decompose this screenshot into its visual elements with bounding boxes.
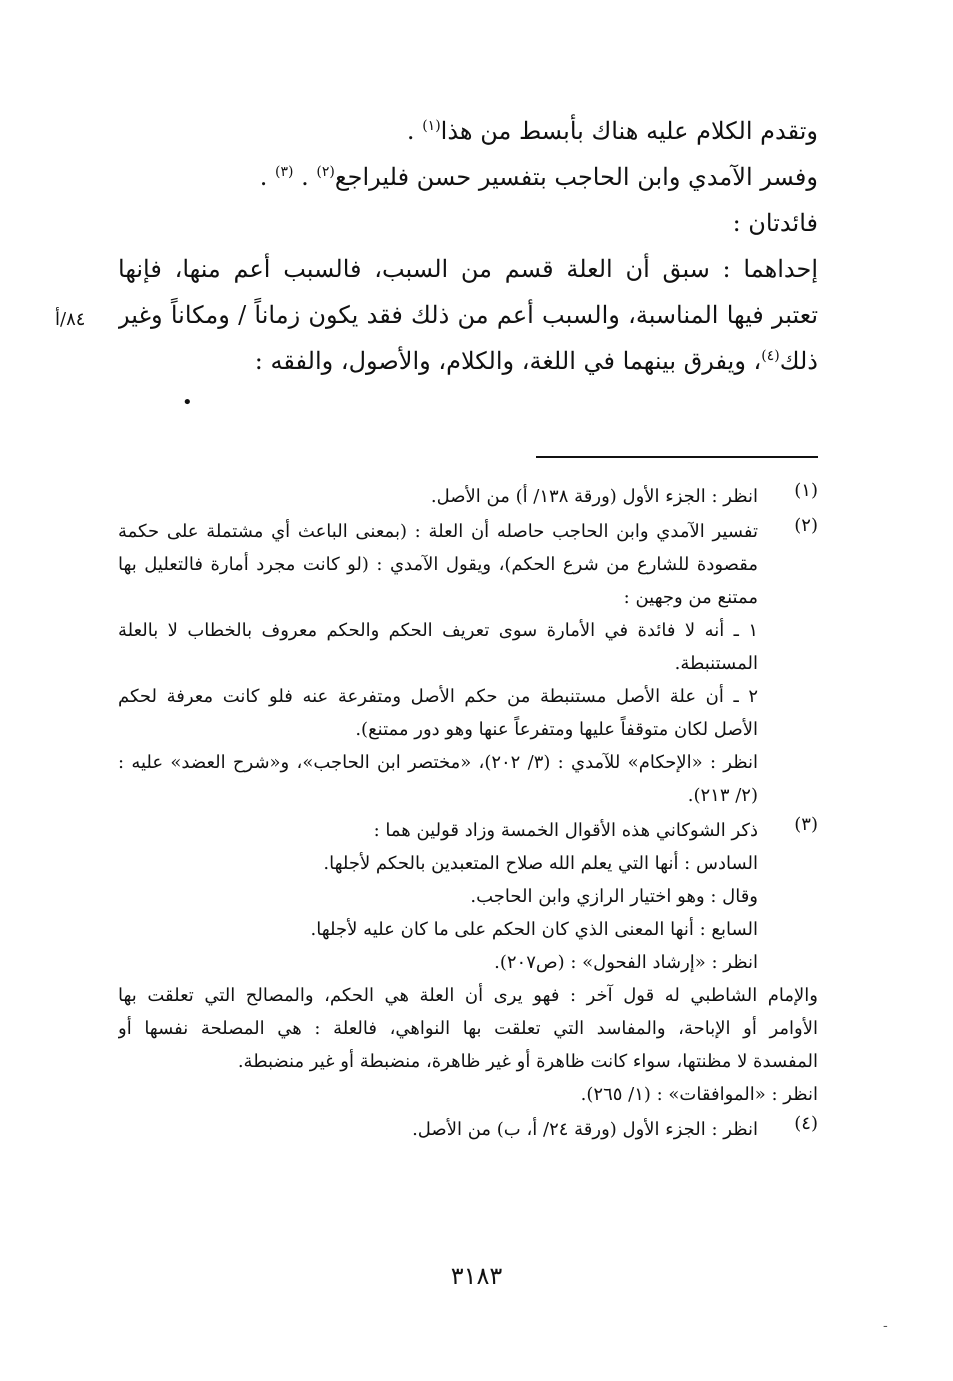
footnote-1 (118, 480, 818, 513)
main-line-1-text: وتقدم الكلام عليه هناك بأبسط من هذا (440, 117, 818, 145)
footnote-ref-4[interactable]: (٤) (761, 348, 780, 364)
main-text (118, 108, 818, 384)
footnote-number: (٣) (794, 814, 818, 835)
main-line-2 (118, 154, 818, 200)
footnote-line: انظر : «الإحكام» للآمدي : (٣/ ٢٠٢)، «مختصر ابن الحاجب»، و«شرح العضد» عليه : (118, 752, 758, 773)
section-heading: فائدتان : (732, 209, 818, 237)
main-line-6 (118, 338, 818, 384)
main-line-6-text: ، ويفرق بينهما في اللغة، والكلام، والأصول، والفقه : (254, 347, 762, 375)
footnotes (118, 480, 818, 1148)
footnote-line: الأوامر أو الإباحة، والمفاسد التي تعلقت بها النواهي، فالعلة : هي المصلحة نفسها أو (118, 1018, 818, 1039)
main-line-4: إحداهما : سبق أن العلة قسم من السبب، فالسبب أعم منها، فإنها (118, 255, 818, 283)
footnote-3 (118, 814, 818, 1111)
main-line-2-text: وفسر الآمدي وابن الحاجب بتفسير حسن فليراجع (334, 163, 818, 191)
footnote-line: مقصودة للشارع من شرع الحكم)، ويقول الآمدي : (لو كانت مجرد أمارة فالتعليل بها (118, 554, 758, 575)
footnote-line: السادس : أنها التي يعلم الله صلاح المتعبدين بالحكم لأجلها. (323, 853, 758, 874)
footnote-number: (٤) (794, 1113, 818, 1134)
footnote-line: انظر : الجزء الأول (ورقة ٢٤/ أ، ب) من الأصل. (412, 1119, 758, 1140)
footnote-line: ١ ـ أنه لا فائدة في الأمارة سوى تعريف الحكم والحكم معروف بالخطاب لا بالعلة (118, 620, 758, 641)
footnote-line: الأصل لكان متوقفاً عليها ومتفرعاً عنها وهو دور ممتنع). (355, 719, 758, 740)
main-line-6-start: ذلك (779, 347, 818, 375)
footnote-line: المفسدة لا مظنتها، سواء كانت ظاهرة أو غير ظاهرة، منضبطة أو غير منضبطة. (237, 1051, 818, 1072)
footnote-line: تفسير الآمدي وابن الحاجب حاصله أن العلة : (بمعنى الباعث أي مشتملة على حكمة (118, 521, 758, 542)
main-line-5: تعتبر فيها المناسبة، والسبب أعم من ذلك فقد يكون زماناً / ومكاناً وغير (118, 301, 818, 329)
main-line-2-dot: . (293, 163, 317, 191)
footnote-2 (118, 515, 818, 812)
footnote-ref-2[interactable]: (٢) (316, 164, 335, 180)
page-number: ٣١٨٣ (450, 1262, 503, 1290)
footnote-ref-1[interactable]: (١) (422, 118, 441, 134)
main-line-2-dot-end: . (259, 163, 276, 191)
footnote-number: (٢) (794, 515, 818, 536)
footnote-line: ٢ ـ أن علة الأصل مستنبطة من حكم الأصل ومتفرعة عنه فلو كانت معرفة لحكم (118, 686, 758, 707)
footnote-line: والإمام الشاطبي له قول آخر : فهو يرى أن العلة هي الحكم، والمصالح التي تعلقت بها (118, 985, 818, 1006)
main-line-1-dot: . (406, 117, 423, 145)
footnote-separator (536, 456, 818, 458)
footnote-ref-3[interactable]: (٣) (275, 164, 294, 180)
footnote-line: انظر : الجزء الأول (ورقة ١٣٨/ أ) من الأصل. (430, 486, 758, 507)
footnote-4 (118, 1113, 818, 1146)
footnote-number: (١) (794, 480, 818, 501)
footnote-line: (٢/ ٢١٣). (687, 785, 758, 806)
main-line-1 (118, 108, 818, 154)
footnote-line: المستنبطة. (674, 653, 758, 674)
footnote-line: انظر : «إرشاد الفحول» : (ص٢٠٧). (494, 952, 758, 973)
footnote-line: ممتنع من وجهين : (623, 587, 758, 608)
margin-folio-note: ٨٤/أ (55, 309, 86, 330)
footnote-line: انظر : «الموافقات» : (١/ ٢٦٥). (580, 1084, 818, 1105)
footnote-line: ذكر الشوكاني هذه الأقوال الخمسة وزاد قولين هما : (373, 820, 758, 841)
footnote-line: وقال : وهو اختيار الرازي وابن الحاجب. (470, 886, 758, 907)
stray-dot-mark: • (182, 392, 193, 413)
footnote-3-continuation (118, 979, 818, 1111)
main-line-3 (118, 200, 818, 246)
footnote-line: السابع : أنها المعنى الذي كان الحكم على ما كان عليه لأجلها. (310, 919, 758, 940)
scan-mark: - (883, 1318, 888, 1334)
